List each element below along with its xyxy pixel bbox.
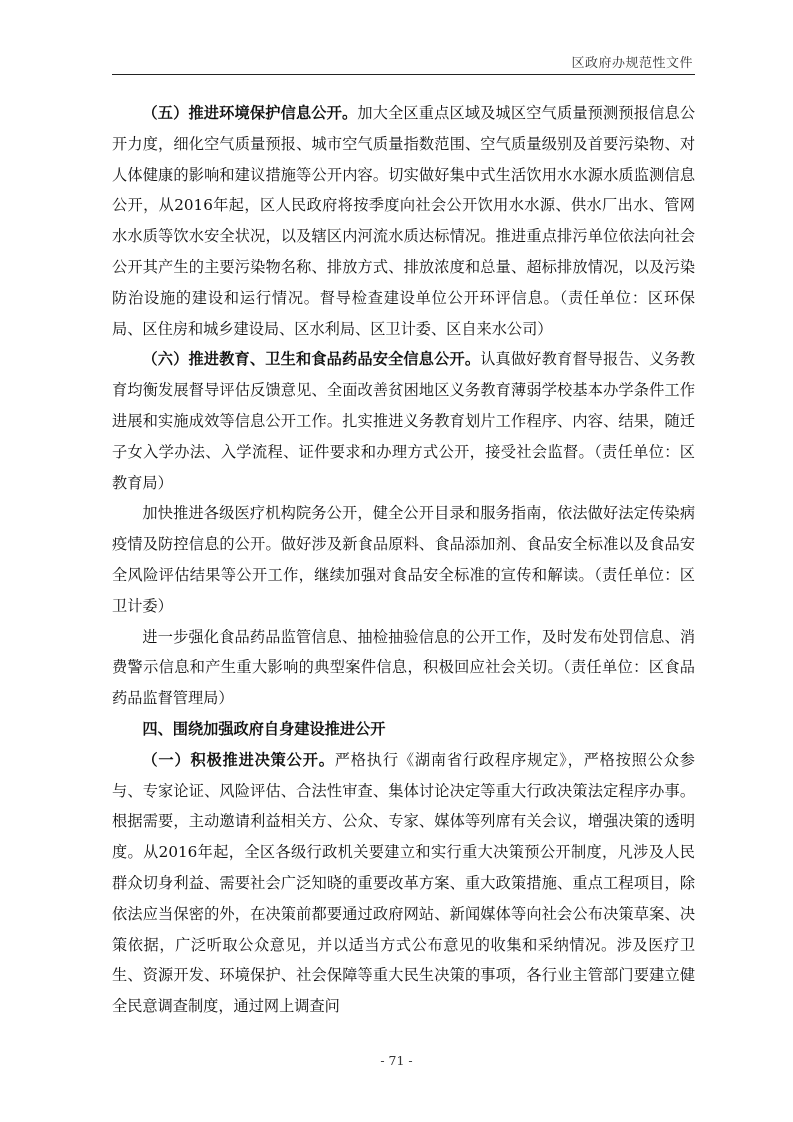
page-number: - 71 - — [380, 1053, 413, 1068]
paragraph-text: 加大全区重点区域及城区空气质量预测预报信息公开力度，细化空气质量预报、城市空气质量指数范围、空气质量级别及首要污染物、对人体健康的影响和建议措施等公开内容。切实做好集中式生活饮用水水源水质监测信息公开，从2016年起，区人民政府将按季度向社会公开饮用水水源、供水厂出水、管网水水质等饮水安全状况，以及辖区内河流水质达标情况。推进重点排污单位依法向社会公开其产生的主要污染物名称、排放方式、排放浓度和总量、超标排放情况，以及污染防治设施的建设和运行情况。督导检查建设单位公开环评信息。（责任单位：区环保局、区住房和城乡建设局、区水利局、区卫计委、区自来水公司） — [112, 104, 696, 338]
paragraph-text: 加快推进各级医疗机构院务公开，健全公开目录和服务指南，依法做好法定传染病疫情及防控信息的公开。做好涉及新食品原料、食品添加剂、食品安全标准以及食品安全风险评估结果等公开工作，继续加强对食品安全标准的宣传和解读。（责任单位：区卫计委） — [112, 504, 695, 615]
section-heading: 四、围绕加强政府自身建设推进公开 — [142, 719, 386, 738]
document-body — [112, 98, 695, 1022]
paragraph-food-drug — [112, 622, 695, 714]
paragraph-text: 严格执行《湖南省行政程序规定》，严格按照公众参与、专家论证、风险评估、合法性审查、集体讨论决定等重大行政决策法定程序办事。根据需要，主动邀请利益相关方、公众、专家、媒体等列席有关会议，增强决策的透明度。从2016年起，全区各级行政机关要建立和实行重大决策预公开制度，凡涉及人民群众切身利益、需要社会广泛知晓的重要改革方案、重大政策措施、重点工程项目，除依法应当保密的外，在决策前都要通过政府网站、新闻媒体等向社会公布决策草案、决策依据，广泛听取公众意见，并以适当方式公布意见的收集和采纳情况。涉及医疗卫生、资源开发、环境保护、社会保障等重大民生决策的事项，各行业主管部门要建立健全民意调查制度，通过网上调查问 — [112, 750, 695, 1016]
paragraph-lead: （一）积极推进决策公开。 — [142, 750, 335, 769]
header-divider — [112, 74, 695, 75]
paragraph-education — [112, 344, 695, 498]
running-header: 区政府办规范性文件 — [571, 56, 693, 71]
paragraph-lead: （六）推进教育、卫生和食品药品安全信息公开。 — [142, 350, 481, 369]
paragraph-decision — [112, 745, 695, 1022]
paragraph-text: 进一步强化食品药品监管信息、抽检抽验信息的公开工作，及时发布处罚信息、消费警示信息和产生重大影响的典型案件信息，积极回应社会关切。（责任单位：区食品药品监督管理局） — [112, 627, 695, 708]
paragraph-lead: （五）推进环境保护信息公开。 — [142, 104, 358, 122]
paragraph-medical — [112, 498, 695, 621]
paragraph-text: 认真做好教育督导报告、义务教育均衡发展督导评估反馈意见、全面改善贫困地区义务教育薄弱学校基本办学条件工作进展和实施成效等信息公开工作。扎实推进义务教育划片工作程序、内容、结果，随迁子女入学办法、入学流程、证件要求和办理方式公开，接受社会监督。（责任单位：区教育局） — [112, 350, 696, 492]
paragraph-environment — [112, 98, 695, 344]
